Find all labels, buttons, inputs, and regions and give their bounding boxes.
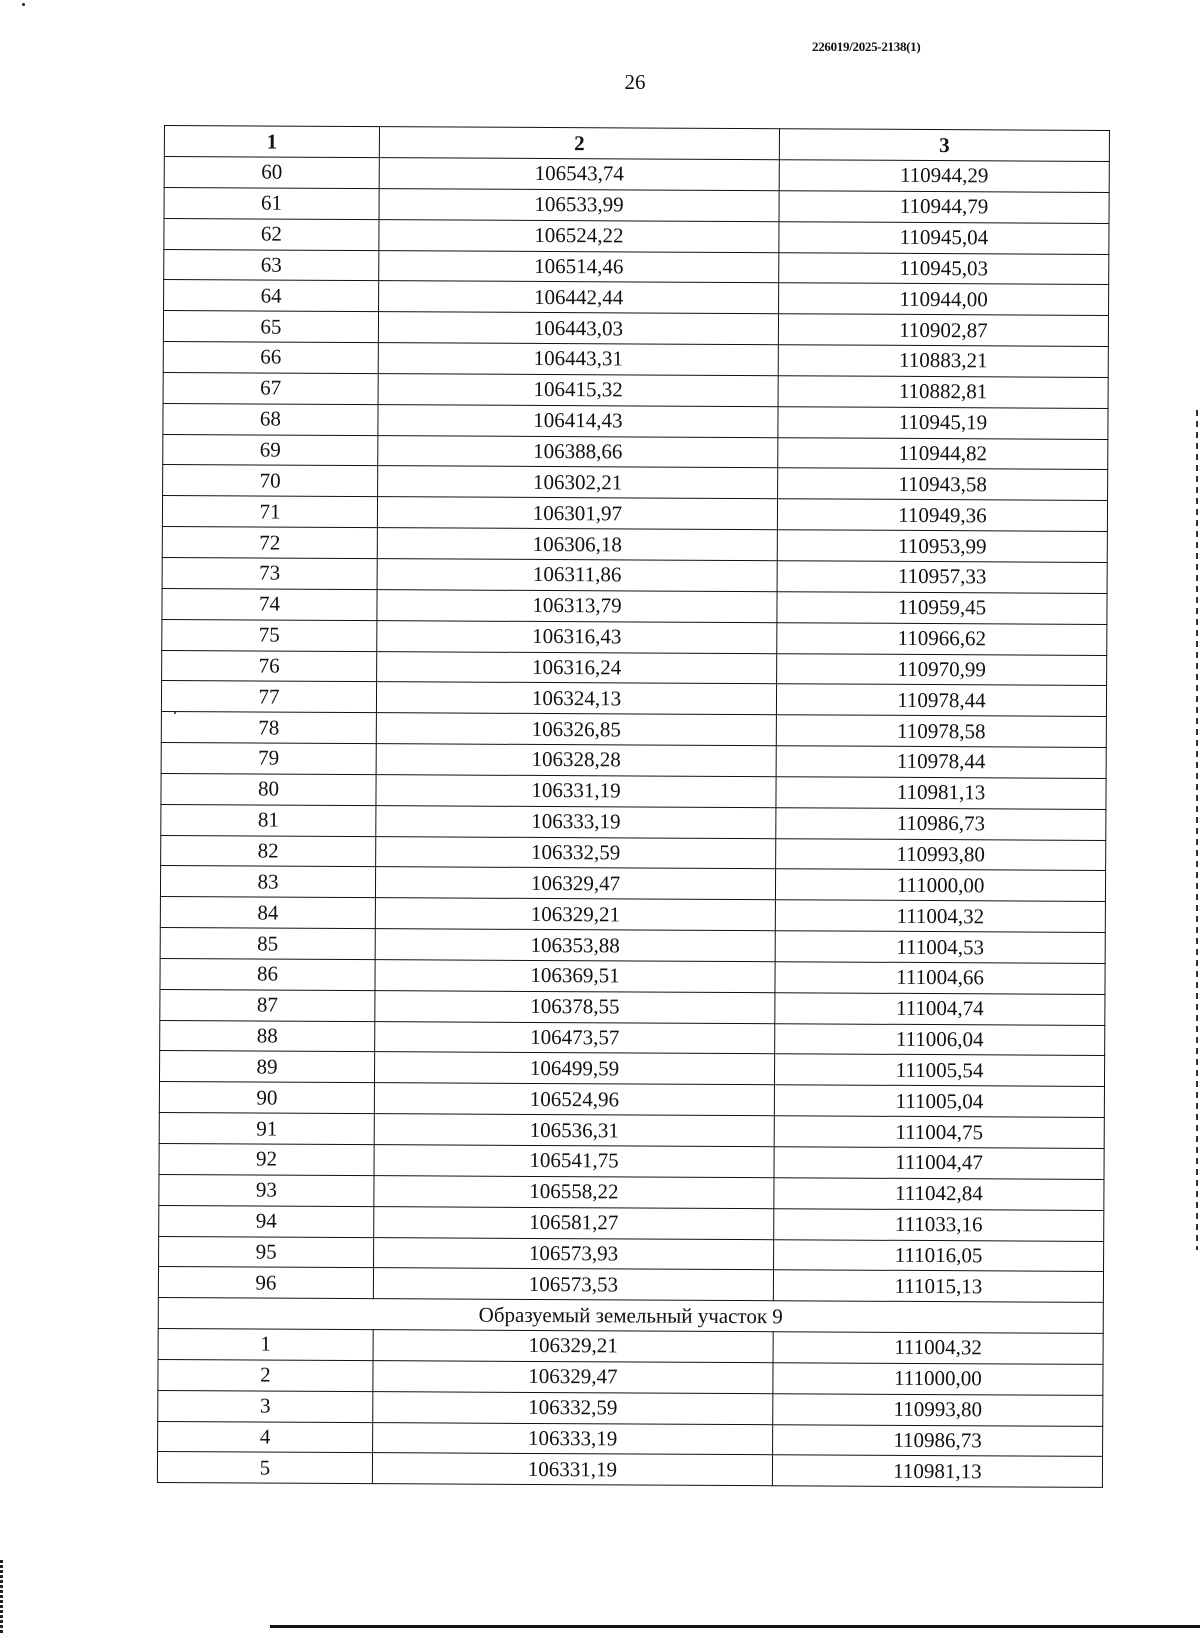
- table-row: [164, 280, 1109, 316]
- point-number-cell: 79: [161, 743, 376, 775]
- point-number-cell: 86: [160, 958, 375, 990]
- x-coordinate-cell: 106329,47: [373, 1361, 773, 1394]
- x-coordinate-cell: 106329,21: [373, 1330, 773, 1363]
- y-coordinate-cell: 110981,13: [772, 1455, 1102, 1488]
- table-row: [164, 187, 1109, 223]
- point-number-cell: 76: [162, 650, 377, 682]
- y-coordinate-cell: 111004,32: [773, 1332, 1103, 1365]
- point-number-cell: 71: [162, 496, 377, 528]
- y-coordinate-cell: 110978,44: [776, 746, 1106, 779]
- x-coordinate-cell: 106331,19: [376, 774, 776, 807]
- coordinates-table: [157, 125, 1110, 1488]
- column-header: 2: [379, 127, 779, 160]
- table-row: [158, 1329, 1103, 1365]
- table-row: [159, 1082, 1104, 1118]
- table-row: [161, 773, 1106, 809]
- y-coordinate-cell: 110981,13: [776, 777, 1106, 810]
- table-row: [162, 588, 1107, 624]
- x-coordinate-cell: 106331,19: [372, 1453, 772, 1486]
- x-coordinate-cell: 106443,03: [378, 312, 778, 345]
- x-coordinate-cell: 106443,31: [378, 343, 778, 376]
- table-row: [164, 218, 1109, 254]
- table-row: [160, 958, 1105, 994]
- x-coordinate-cell: 106332,59: [373, 1391, 773, 1424]
- x-coordinate-cell: 106326,85: [376, 713, 776, 746]
- point-number-cell: 88: [160, 1020, 375, 1052]
- point-number-cell: 75: [162, 619, 377, 651]
- table-row: [160, 928, 1105, 964]
- table-row: [161, 712, 1106, 748]
- y-coordinate-cell: 111000,00: [773, 1363, 1103, 1396]
- point-number-cell: 74: [162, 588, 377, 620]
- table-row: [162, 557, 1107, 593]
- x-coordinate-cell: 106329,21: [375, 898, 775, 931]
- table-row: [158, 1421, 1103, 1457]
- table-row: [161, 743, 1106, 779]
- x-coordinate-cell: 106306,18: [377, 528, 777, 561]
- table-row: [164, 157, 1109, 193]
- x-coordinate-cell: 106316,24: [377, 651, 777, 684]
- table-row: [158, 1359, 1103, 1395]
- y-coordinate-cell: 111000,00: [775, 869, 1105, 902]
- table-row: [161, 804, 1106, 840]
- column-header: 3: [779, 129, 1109, 162]
- point-number-cell: 77: [161, 681, 376, 713]
- point-number-cell: 90: [159, 1082, 374, 1114]
- point-number-cell: 87: [160, 989, 375, 1021]
- y-coordinate-cell: 111005,04: [774, 1085, 1104, 1118]
- y-coordinate-cell: 110943,58: [778, 468, 1108, 501]
- y-coordinate-cell: 110959,45: [777, 592, 1107, 625]
- table-row: [163, 342, 1108, 378]
- x-coordinate-cell: 106581,27: [374, 1206, 774, 1239]
- y-coordinate-cell: 110944,29: [779, 160, 1109, 193]
- x-coordinate-cell: 106353,88: [375, 929, 775, 962]
- table-row: [163, 311, 1108, 347]
- y-coordinate-cell: 111004,75: [774, 1116, 1104, 1149]
- x-coordinate-cell: 106558,22: [374, 1175, 774, 1208]
- point-number-cell: 94: [159, 1205, 374, 1237]
- table-row: [162, 650, 1107, 686]
- point-number-cell: 91: [159, 1113, 374, 1145]
- x-coordinate-cell: 106301,97: [377, 497, 777, 530]
- point-number-cell: 63: [164, 249, 379, 281]
- table-row: [162, 527, 1107, 563]
- x-coordinate-cell: 106302,21: [378, 466, 778, 499]
- x-coordinate-cell: 106514,46: [379, 250, 779, 283]
- y-coordinate-cell: 110953,99: [777, 530, 1107, 563]
- y-coordinate-cell: 111015,13: [773, 1270, 1103, 1303]
- point-number-cell: 81: [161, 804, 376, 836]
- column-header: 1: [164, 126, 379, 158]
- x-coordinate-cell: 106311,86: [377, 559, 777, 592]
- y-coordinate-cell: 110945,03: [779, 252, 1109, 285]
- scan-bottom-line: [270, 1625, 1200, 1628]
- point-number-cell: 82: [161, 835, 376, 867]
- x-coordinate-cell: 106536,31: [374, 1114, 774, 1147]
- y-coordinate-cell: 111006,04: [775, 1023, 1105, 1056]
- table-row: [159, 1236, 1104, 1272]
- document-id: 226019/2025-2138(1): [812, 39, 921, 54]
- y-coordinate-cell: 110970,99: [777, 653, 1107, 686]
- point-number-cell: 66: [163, 342, 378, 374]
- section-title: Образуемый земельный участок 9: [158, 1298, 1103, 1334]
- y-coordinate-cell: 111004,74: [775, 992, 1105, 1025]
- point-number-cell: 96: [158, 1267, 373, 1299]
- y-coordinate-cell: 110944,82: [778, 437, 1108, 470]
- x-coordinate-cell: 106369,51: [375, 960, 775, 993]
- point-number-cell: 78: [161, 712, 376, 744]
- table-row: [164, 249, 1109, 285]
- table-row: [162, 619, 1107, 655]
- x-coordinate-cell: 106524,22: [379, 219, 779, 252]
- x-coordinate-cell: 106388,66: [378, 435, 778, 468]
- x-coordinate-cell: 106499,59: [374, 1052, 774, 1085]
- point-number-cell: 92: [159, 1143, 374, 1175]
- y-coordinate-cell: 110978,44: [776, 684, 1106, 717]
- point-number-cell: 64: [164, 280, 379, 312]
- x-coordinate-cell: 106333,19: [373, 1422, 773, 1455]
- y-coordinate-cell: 110986,73: [776, 807, 1106, 840]
- y-coordinate-cell: 111004,32: [775, 900, 1105, 933]
- y-coordinate-cell: 110957,33: [777, 561, 1107, 594]
- x-coordinate-cell: 106541,75: [374, 1145, 774, 1178]
- table-row: [160, 897, 1105, 933]
- table-row: [160, 989, 1105, 1025]
- y-coordinate-cell: 111033,16: [774, 1208, 1104, 1241]
- table-row: [159, 1143, 1104, 1179]
- point-number-cell: 61: [164, 187, 379, 219]
- y-coordinate-cell: 111042,84: [774, 1178, 1104, 1211]
- point-number-cell: 5: [157, 1452, 372, 1484]
- point-number-cell: 65: [163, 311, 378, 343]
- y-coordinate-cell: 110978,58: [776, 715, 1106, 748]
- section-row: [158, 1298, 1103, 1334]
- point-number-cell: 73: [162, 557, 377, 589]
- x-coordinate-cell: 106473,57: [375, 1021, 775, 1054]
- y-coordinate-cell: 111016,05: [774, 1239, 1104, 1272]
- table-header-row: [164, 126, 1109, 162]
- point-number-cell: 4: [158, 1421, 373, 1453]
- x-coordinate-cell: 106543,74: [379, 158, 779, 191]
- table-row: [162, 496, 1107, 532]
- x-coordinate-cell: 106533,99: [379, 188, 779, 221]
- y-coordinate-cell: 110949,36: [777, 499, 1107, 532]
- y-coordinate-cell: 111005,54: [774, 1054, 1104, 1087]
- point-number-cell: 72: [162, 527, 377, 559]
- point-number-cell: 70: [163, 465, 378, 497]
- point-number-cell: 84: [160, 897, 375, 929]
- y-coordinate-cell: 111004,66: [775, 962, 1105, 995]
- y-coordinate-cell: 110902,87: [778, 314, 1108, 347]
- y-coordinate-cell: 110966,62: [777, 622, 1107, 655]
- point-number-cell: 60: [164, 157, 379, 189]
- point-number-cell: 83: [160, 866, 375, 898]
- point-number-cell: 67: [163, 372, 378, 404]
- point-number-cell: 80: [161, 773, 376, 805]
- x-coordinate-cell: 106333,19: [376, 805, 776, 838]
- table-row: [160, 1020, 1105, 1056]
- x-coordinate-cell: 106415,32: [378, 374, 778, 407]
- x-coordinate-cell: 106573,53: [373, 1268, 773, 1301]
- x-coordinate-cell: 106329,47: [375, 867, 775, 900]
- x-coordinate-cell: 106313,79: [377, 589, 777, 622]
- point-number-cell: 69: [163, 434, 378, 466]
- y-coordinate-cell: 110986,73: [773, 1424, 1103, 1457]
- x-coordinate-cell: 106324,13: [376, 682, 776, 715]
- page-number: 26: [624, 70, 646, 94]
- table-row: [161, 835, 1106, 871]
- point-number-cell: 95: [159, 1236, 374, 1268]
- point-number-cell: 93: [159, 1174, 374, 1206]
- y-coordinate-cell: 110944,00: [779, 283, 1109, 316]
- y-coordinate-cell: 110882,81: [778, 376, 1108, 409]
- y-coordinate-cell: 111004,47: [774, 1147, 1104, 1180]
- x-coordinate-cell: 106316,43: [377, 620, 777, 653]
- y-coordinate-cell: 110993,80: [773, 1393, 1103, 1426]
- table-row: [161, 681, 1106, 717]
- y-coordinate-cell: 110945,04: [779, 221, 1109, 254]
- table-row: [159, 1051, 1104, 1087]
- table-row: [159, 1113, 1104, 1149]
- table-row: [159, 1174, 1104, 1210]
- point-number-cell: 68: [163, 403, 378, 435]
- x-coordinate-cell: 106442,44: [379, 281, 779, 314]
- table-row: [163, 372, 1108, 408]
- table-row: [163, 434, 1108, 470]
- table-row: [159, 1205, 1104, 1241]
- point-number-cell: 1: [158, 1329, 373, 1361]
- scan-edge-artifact: [0, 1560, 3, 1634]
- x-coordinate-cell: 106328,28: [376, 744, 776, 777]
- table-row: [157, 1452, 1102, 1488]
- y-coordinate-cell: 110944,79: [779, 191, 1109, 224]
- y-coordinate-cell: 110993,80: [776, 838, 1106, 871]
- x-coordinate-cell: 106573,93: [374, 1237, 774, 1270]
- x-coordinate-cell: 106524,96: [374, 1083, 774, 1116]
- point-number-cell: 85: [160, 928, 375, 960]
- point-number-cell: 89: [159, 1051, 374, 1083]
- x-coordinate-cell: 106378,55: [375, 990, 775, 1023]
- x-coordinate-cell: 106414,43: [378, 404, 778, 437]
- y-coordinate-cell: 110883,21: [778, 345, 1108, 378]
- y-coordinate-cell: 110945,19: [778, 406, 1108, 439]
- table-row: [158, 1390, 1103, 1426]
- x-coordinate-cell: 106332,59: [376, 836, 776, 869]
- point-number-cell: 3: [158, 1390, 373, 1422]
- scan-speck: [22, 3, 25, 6]
- point-number-cell: 2: [158, 1359, 373, 1391]
- scan-edge-artifact: [1196, 410, 1198, 1250]
- table-row: [158, 1267, 1103, 1303]
- table-row: [163, 465, 1108, 501]
- y-coordinate-cell: 111004,53: [775, 931, 1105, 964]
- table-row: [160, 866, 1105, 902]
- point-number-cell: 62: [164, 218, 379, 250]
- table-row: [163, 403, 1108, 439]
